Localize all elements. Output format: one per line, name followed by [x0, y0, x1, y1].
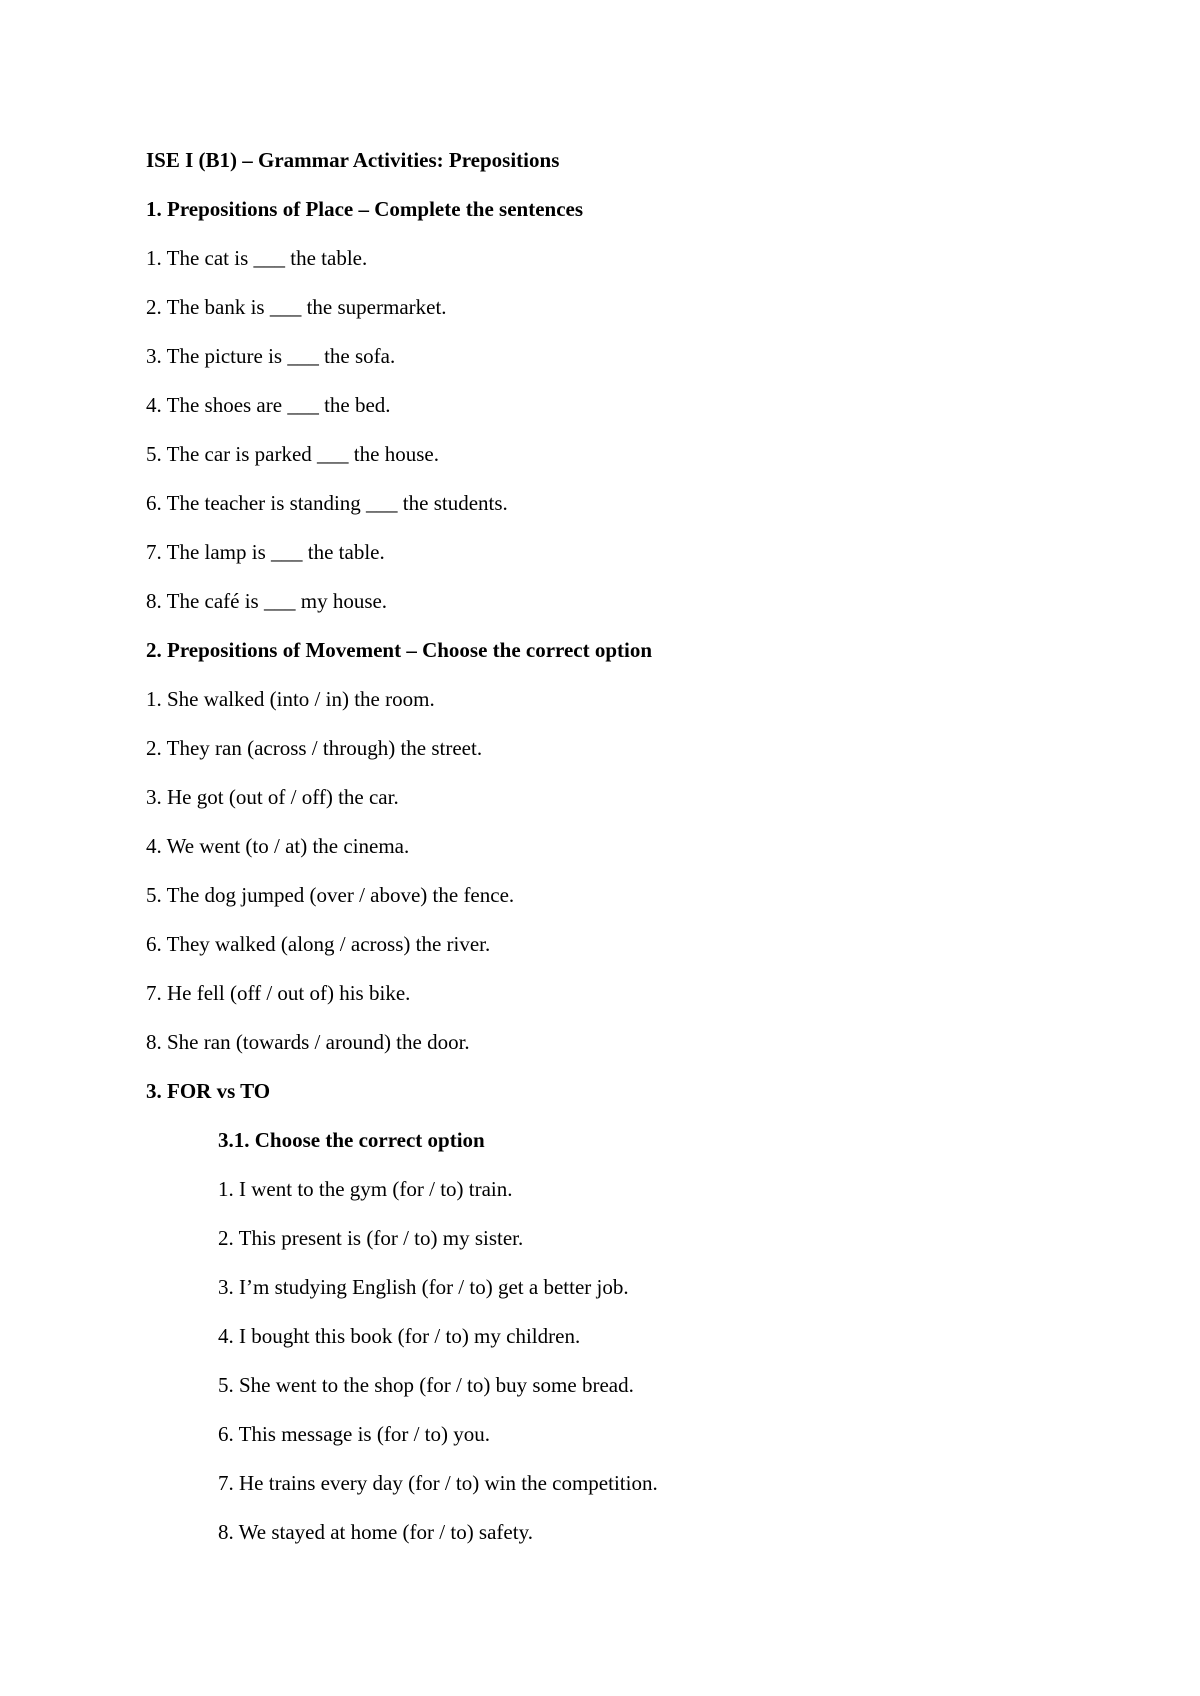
section-2-item-4: 4. We went (to / at) the cinema. [146, 834, 410, 858]
section-1-item-7: 7. The lamp is ___ the table. [146, 540, 385, 564]
section-1-item-6: 6. The teacher is standing ___ the students. [146, 491, 508, 515]
section-3-item-4: 4. I bought this book (for / to) my children. [218, 1324, 581, 1348]
subsection-3-1-heading: 3.1. Choose the correct option [218, 1128, 485, 1152]
section-1-item-8: 8. The café is ___ my house. [146, 589, 388, 613]
section-3-item-8: 8. We stayed at home (for / to) safety. [218, 1520, 533, 1544]
section-3-item-3: 3. I’m studying English (for / to) get a better job. [218, 1275, 629, 1299]
section-2-item-5: 5. The dog jumped (over / above) the fence. [146, 883, 515, 907]
section-3-item-7: 7. He trains every day (for / to) win the competition. [218, 1471, 658, 1495]
section-2-heading: 2. Prepositions of Movement – Choose the correct option [146, 638, 653, 662]
document-title: ISE I (B1) – Grammar Activities: Prepositions [146, 148, 560, 172]
section-2-item-2: 2. They ran (across / through) the street. [146, 736, 483, 760]
section-3-item-1: 1. I went to the gym (for / to) train. [218, 1177, 513, 1201]
section-2-item-1: 1. She walked (into / in) the room. [146, 687, 435, 711]
section-1-item-4: 4. The shoes are ___ the bed. [146, 393, 391, 417]
section-3-item-5: 5. She went to the shop (for / to) buy some bread. [218, 1373, 634, 1397]
section-2-item-6: 6. They walked (along / across) the river. [146, 932, 491, 956]
section-3-item-2: 2. This present is (for / to) my sister. [218, 1226, 524, 1250]
section-3-heading: 3. FOR vs TO [146, 1079, 271, 1103]
section-1-item-2: 2. The bank is ___ the supermarket. [146, 295, 447, 319]
section-1-item-3: 3. The picture is ___ the sofa. [146, 344, 396, 368]
section-2-item-3: 3. He got (out of / off) the car. [146, 785, 399, 809]
section-2-item-7: 7. He fell (off / out of) his bike. [146, 981, 411, 1005]
section-3-item-6: 6. This message is (for / to) you. [218, 1422, 490, 1446]
section-1-item-5: 5. The car is parked ___ the house. [146, 442, 439, 466]
section-1-heading: 1. Prepositions of Place – Complete the sentences [146, 197, 584, 221]
section-1-item-1: 1. The cat is ___ the table. [146, 246, 368, 270]
section-2-item-8: 8. She ran (towards / around) the door. [146, 1030, 470, 1054]
